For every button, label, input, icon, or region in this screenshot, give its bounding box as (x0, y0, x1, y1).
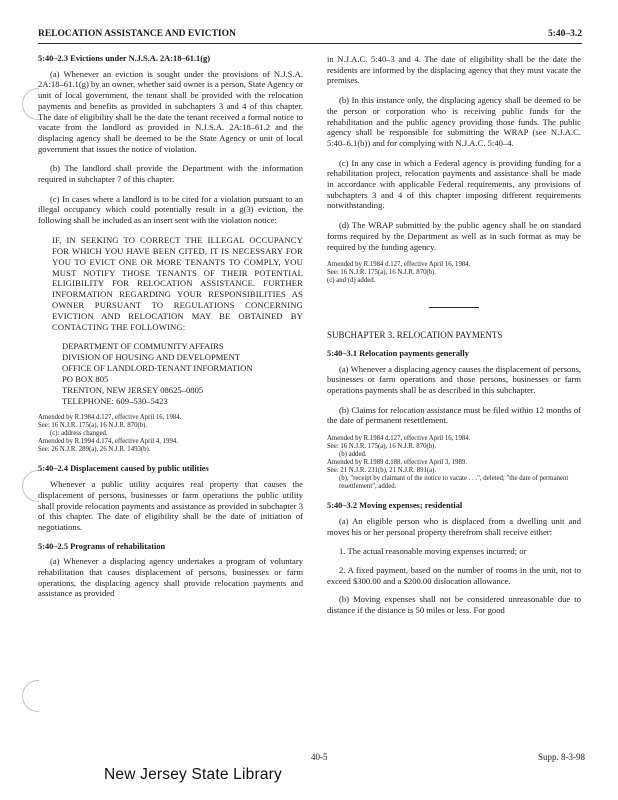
paragraph: (a) Whenever an eviction is sought under the provisions of N.J.S.A. 2A:18–61.1(g) by an owner, whether said owner is a person, State Agency or unit of local government, the tenant shall be provided with the relocation payments and benefits as provided in subchapters 3 and 4 of this chapter. The date of eligibility shall be the date the tenant received a formal notice to vacate from the landlord as provided in N.J.S.A. 2A:18–61.2 and the displacing agency shall be deemed to be the State Agency or unit of local government that issues the notice of violation. (38, 68, 303, 154)
subchapter-heading: SUBCHAPTER 3. RELOCATION PAYMENTS (327, 330, 503, 341)
paragraph: Whenever a public utility acquires real property that causes the displacement of persons, businesses or farm operations the public utility shall provide relocation payments and assistance as provided in subchapter 3 of this chapter. The date of eligibility shall be the date of initiation of negotiations. (38, 479, 303, 532)
paragraph: (b) In this instance only, the displacing agency shall be deemed to be the person or corporation who is receiving public funds for the rehabilitation and the public agency providing those funds. The public agency shall be responsible for submitting the WRAP (see N.J.A.C. 5:40–6.1(b)) and for complying with N.J.A.C. 5:40–4. (327, 95, 581, 148)
paragraph: (c) In cases where a landlord is to be cited for a violation pursuant to an illegal occupancy which could potentially result in a g(3) eviction, the following shall be included as an insert sent with the violation notice: (38, 193, 303, 226)
supplement-date: Supp. 8-3-98 (538, 752, 585, 762)
section-divider (429, 307, 479, 308)
section-heading: 5:40–2.5 Programs of rehabilitation (38, 541, 166, 551)
right-column (327, 54, 581, 625)
note-line: (b), "receipt by claimant of the notice to vacate . . .", deleted; "the date of permanent resettlement", added. (339, 475, 569, 491)
amendment-note (327, 435, 581, 491)
paragraph: (a) An eligible person who is displaced from a dwelling unit and moves his or her personal property therefrom shall receive either: (327, 515, 581, 537)
address-line: PO BOX 805 (62, 373, 109, 384)
paragraph: (a) Whenever a displacing agency causes the displacement of persons, businesses or farm operations and those persons, businesses or farm operations payments shall be as described in this subchapter. (327, 363, 581, 396)
note-line: Amended by R.1984 d.127, effective April 16, 1984. (327, 261, 471, 269)
paragraph: in N.J.A.C. 5:40–3 and 4. The date of eligibility shall be the date the residents are informed by the displacing agency that they must vacate the premises. (327, 54, 581, 86)
address-line: TRENTON, NEW JERSEY 08625–0805 (62, 384, 204, 395)
header-section-number: 5:40–3.2 (547, 29, 582, 39)
note-line: See: 16 N.J.R. 175(a), 16 N.J.R. 870(b). (38, 422, 148, 430)
contact-address (62, 341, 303, 406)
address-line: OFFICE OF LANDLORD-TENANT INFORMATION (62, 362, 253, 373)
paragraph: (d) The WRAP submitted by the public agency shall be on standard forms required by the Department as well as in such format as may be required by the funding agency. (327, 220, 581, 252)
section-heading: 5:40–2.3 Evictions under N.J.S.A. 2A:18–61.1(g) (38, 54, 211, 63)
amendment-note (38, 414, 303, 454)
note-line: (b) added. (339, 451, 367, 459)
punch-hole-mark (22, 680, 39, 712)
page-number: 40-5 (311, 752, 328, 762)
punch-hole-mark (22, 88, 39, 120)
paragraph: (b) Claims for relocation assistance must be filed within 12 months of the date of permanent resettlement. (327, 404, 581, 426)
running-header (38, 29, 582, 44)
paragraph: (b) The landlord shall provide the Department with the information required in subchapter 7 of this chapter. (38, 163, 303, 185)
section-heading: 5:40–3.1 Relocation payments generally (327, 348, 469, 358)
address-line: DEPARTMENT OF COMMUNITY AFFAIRS (62, 341, 224, 351)
left-column (38, 54, 303, 608)
violation-notice-text: IF, IN SEEKING TO CORRECT THE ILLEGAL OCCUPANCY FOR WHICH YOU HAVE BEEN CITED, IT IS NECESSARY FOR YOU TO EVICT ONE OR MORE TENANTS TO COMPLY, YOU MUST NOTIFY THOSE TENANTS OF THEIR POTENTIAL ELIGIBILITY FOR RELOCATION ASSISTANCE. FURTHER INFORMATION REGARDING YOUR RESPONSIBILITIES AS OWNER PURSUANT TO REGULATIONS CONCERNING EVICTION AND RELOCATION MAY BE OBTAINED BY CONTACTING THE FOLLOWING: (52, 234, 303, 333)
section-heading: 5:40–3.2 Moving expenses; residential (327, 501, 463, 511)
address-line: TELEPHONE: 609–530–5423 (62, 395, 168, 406)
note-line: Amended by R.1984 d.127, effective April 16, 1984. (38, 414, 182, 422)
paragraph: (c) In any case in which a Federal agency is providing funding for a rehabilitation project, relocation payments and assistance shall be made in accordance with applicable Federal requirements, any provisions of subchapters 3 and 4 of this chapter imposing different requirements notwithstanding. (327, 157, 581, 211)
note-line: Amended by R.1989 d.188, effective April 3, 1989. (327, 459, 467, 467)
note-line: See: 16 N.J.R. 175(a), 16 N.J.R. 870(b). (327, 269, 437, 277)
paragraph: (a) Whenever a displacing agency undertakes a program of voluntary rehabilitation that causes displacement of persons, businesses or farm operations, the displacing agency shall provide relocation payments and assistance as provided (38, 556, 303, 599)
list-item: 1. The actual reasonable moving expenses incurred; or (339, 546, 527, 557)
library-stamp: New Jersey State Library (104, 766, 282, 783)
note-line: See: 21 N.J.R. 231(b), 21 N.J.R. 891(a). (327, 467, 437, 475)
address-line: DIVISION OF HOUSING AND DEVELOPMENT (62, 351, 241, 362)
list-item: 2. A fixed payment, based on the number of rooms in the unit, not to exceed $300.00 and a $200.00 dislocation allowance. (327, 564, 581, 586)
section-heading: 5:40–2.4 Displacement caused by public utilities (38, 464, 209, 474)
punch-hole-mark (22, 470, 39, 502)
amendment-note (327, 261, 581, 285)
note-line: Amended by R.1994 d.174, effective April 4, 1994. (38, 438, 178, 446)
note-line: Amended by R.1984 d.127, effective April 16, 1984. (327, 435, 471, 443)
note-line: See: 16 N.J.R. 175(a), 16 N.J.R. 870(b). (327, 443, 437, 451)
header-title: RELOCATION ASSISTANCE AND EVICTION (38, 29, 236, 39)
note-line: (c): address changed. (50, 430, 108, 438)
note-line: (c) and (d) added. (327, 277, 376, 285)
note-line: See: 26 N.J.R. 289(a), 26 N.J.R. 1493(b). (38, 446, 151, 454)
payment-options-list (327, 546, 581, 586)
paragraph: (b) Moving expenses shall not be considered unreasonable due to distance if the distance is 50 miles or less. For good (327, 594, 581, 616)
